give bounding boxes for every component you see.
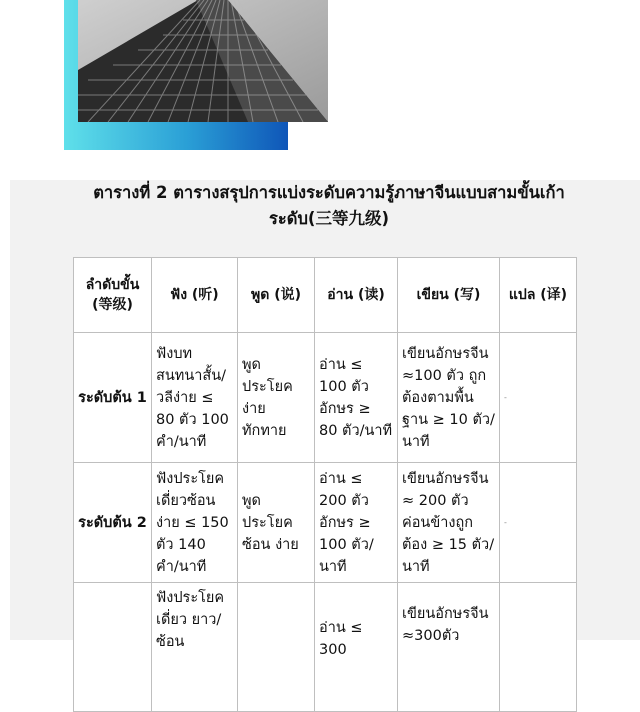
language-levels-table (73, 257, 577, 712)
speak-cell: พูดประโยคซ้อน ง่าย (238, 463, 315, 583)
table-caption: ตารางที่ 2 ตารางสรุปการแบ่งระดับความรู้ภาษาจีนแบบสามขั้นเก้าระดับ(三等九级) (93, 183, 565, 228)
document-section (10, 180, 640, 658)
level-cell: ระดับต้น 1 (74, 333, 152, 463)
read-cell: อ่าน ≤ 300 (315, 583, 398, 712)
hero-banner (0, 0, 640, 180)
speak-cell (238, 583, 315, 712)
header-translate: แปล (译) (500, 258, 577, 333)
translate-cell: - (500, 463, 577, 583)
read-cell: อ่าน ≤ 100 ตัวอักษร ≥ 80 ตัว/นาที (315, 333, 398, 463)
table-row (74, 583, 577, 712)
table-header-row (74, 258, 577, 333)
level-cell (74, 583, 152, 712)
skyscraper-image (78, 0, 328, 122)
level-cell: ระดับต้น 2 (74, 463, 152, 583)
read-cell: อ่าน ≤ 200 ตัวอักษร ≥ 100 ตัว/นาที (315, 463, 398, 583)
write-cell: เขียนอักษรจีน ≈100 ตัว ถูกต้องตามพื้นฐาน ≥ 10 ตัว/นาที (398, 333, 500, 463)
header-level: ลำดับขั้น (等级) (74, 258, 152, 333)
speak-cell: พูดประโยคง่าย ทักทาย (238, 333, 315, 463)
listen-cell: ฟังบทสนทนาสั้น/วลีง่าย ≤ 80 ตัว 100 คำ/นาที (152, 333, 238, 463)
translate-cell (500, 583, 577, 712)
write-cell: เขียนอักษรจีน ≈ 200 ตัว ค่อนข้างถูกต้อง ≥ 15 ตัว/นาที (398, 463, 500, 583)
translate-cell: - (500, 333, 577, 463)
listen-cell: ฟังประโยคเดี่ยว ยาว/ซ้อน (152, 583, 238, 712)
header-listen: ฟัง (听) (152, 258, 238, 333)
header-read: อ่าน (读) (315, 258, 398, 333)
write-cell: เขียนอักษรจีน ≈300ตัว (398, 583, 500, 712)
header-write: เขียน (写) (398, 258, 500, 333)
table-row (74, 463, 577, 583)
header-speak: พูด (说) (238, 258, 315, 333)
skyscraper-photo (78, 0, 328, 122)
table-row (74, 333, 577, 463)
listen-cell: ฟังประโยคเดี่ยวซ้อนง่าย ≤ 150 ตัว 140 คำ/นาที (152, 463, 238, 583)
